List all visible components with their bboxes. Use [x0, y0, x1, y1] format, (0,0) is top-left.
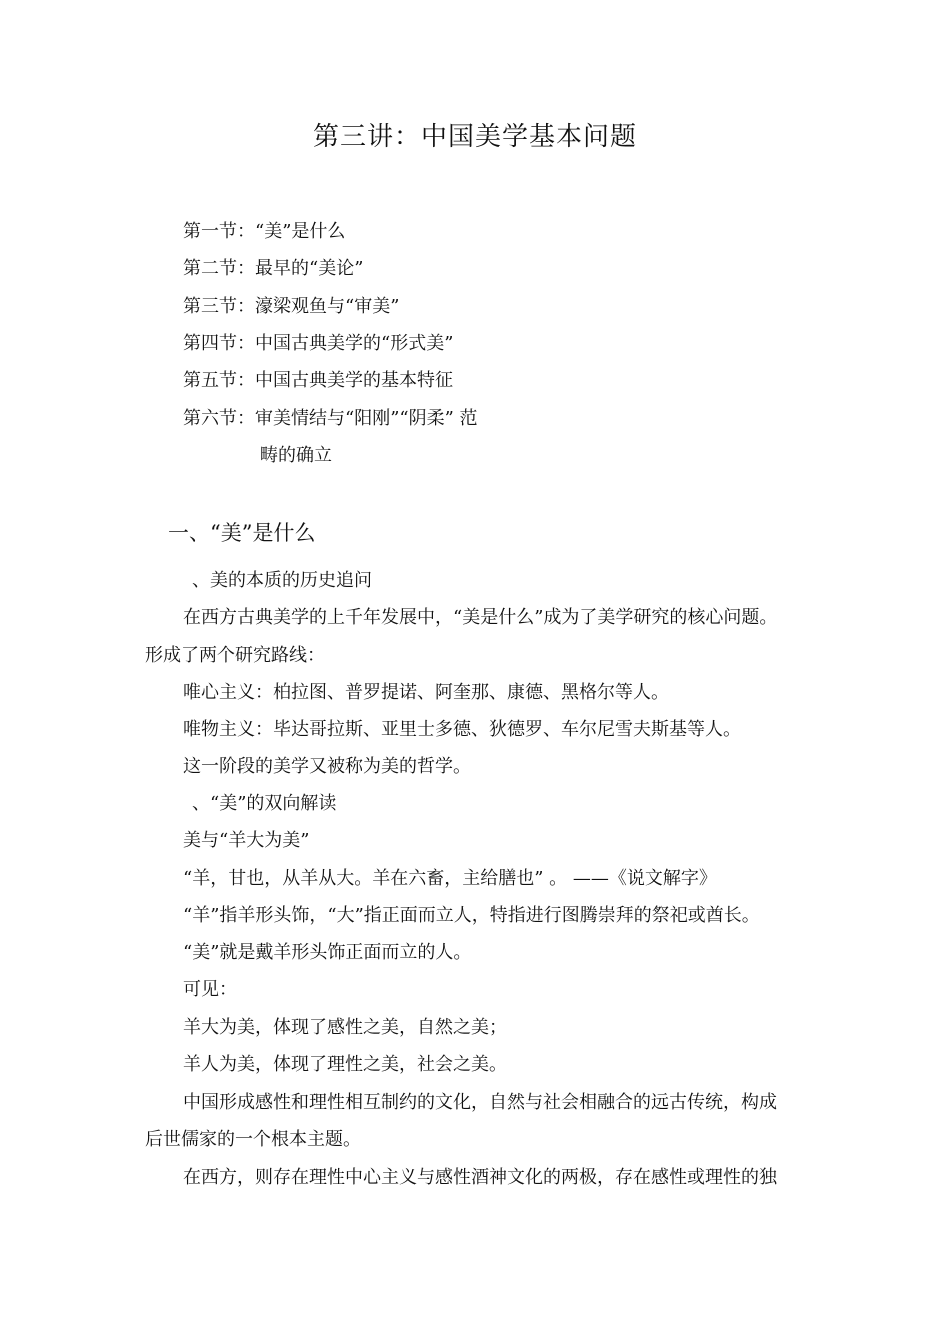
paragraph-1-line-1: 在西方古典美学的上千年发展中，“美是什么”成为了美学研究的核心问题。 — [183, 607, 778, 628]
mei-definition-line: “美”就是戴羊形头饰正面而立的人。 — [183, 942, 472, 963]
toc-item-4: 第四节：中国古典美学的“形式美” — [183, 333, 454, 354]
subheading-1: 、美的本质的历史追问 — [192, 570, 372, 591]
toc-item-5: 第五节：中国古典美学的基本特征 — [183, 370, 453, 391]
subheading-2: 、“美”的双向解读 — [192, 793, 337, 814]
toc-item-6-continuation: 畴的确立 — [260, 445, 332, 466]
toc-item-6: 第六节：审美情结与“阳刚”“阴柔” 范 — [183, 408, 478, 429]
page-title: 第三讲：中国美学基本问题 — [312, 122, 637, 152]
sensory-line: 羊大为美，体现了感性之美，自然之美； — [183, 1017, 507, 1038]
paragraph-1-line-2: 形成了两个研究路线： — [145, 645, 325, 666]
shuowen-quote: “羊，甘也，从羊从大。羊在六畜，主给膳也” 。 ——《说文解字》 — [183, 868, 717, 889]
explanation-line: “羊”指羊形头饰，“大”指正面而立人，特指进行图腾崇拜的祭祀或酋长。 — [183, 905, 760, 926]
kejian-line: 可见： — [183, 979, 237, 1000]
paragraph-3-line-1: 在西方，则存在理性中心主义与感性酒神文化的两极，存在感性或理性的独 — [183, 1167, 777, 1188]
section-heading: 一、“美”是什么 — [168, 521, 316, 545]
stage-line: 这一阶段的美学又被称为美的哲学。 — [183, 756, 471, 777]
toc-item-3: 第三节：濠梁观鱼与“审美” — [183, 296, 400, 317]
idealism-line: 唯心主义：柏拉图、普罗提诺、阿奎那、康德、黑格尔等人。 — [183, 682, 669, 703]
paragraph-2-line-1: 中国形成感性和理性相互制约的文化，自然与社会相融合的远古传统，构成 — [183, 1092, 777, 1113]
toc-item-1: 第一节：“美”是什么 — [183, 221, 346, 242]
rational-line: 羊人为美，体现了理性之美，社会之美。 — [183, 1054, 507, 1075]
yang-da-line: 美与“羊大为美” — [183, 830, 310, 851]
materialism-line: 唯物主义：毕达哥拉斯、亚里士多德、狄德罗、车尔尼雪夫斯基等人。 — [183, 719, 741, 740]
paragraph-2-line-2: 后世儒家的一个根本主题。 — [145, 1129, 361, 1150]
toc-item-2: 第二节：最早的“美论” — [183, 258, 364, 279]
